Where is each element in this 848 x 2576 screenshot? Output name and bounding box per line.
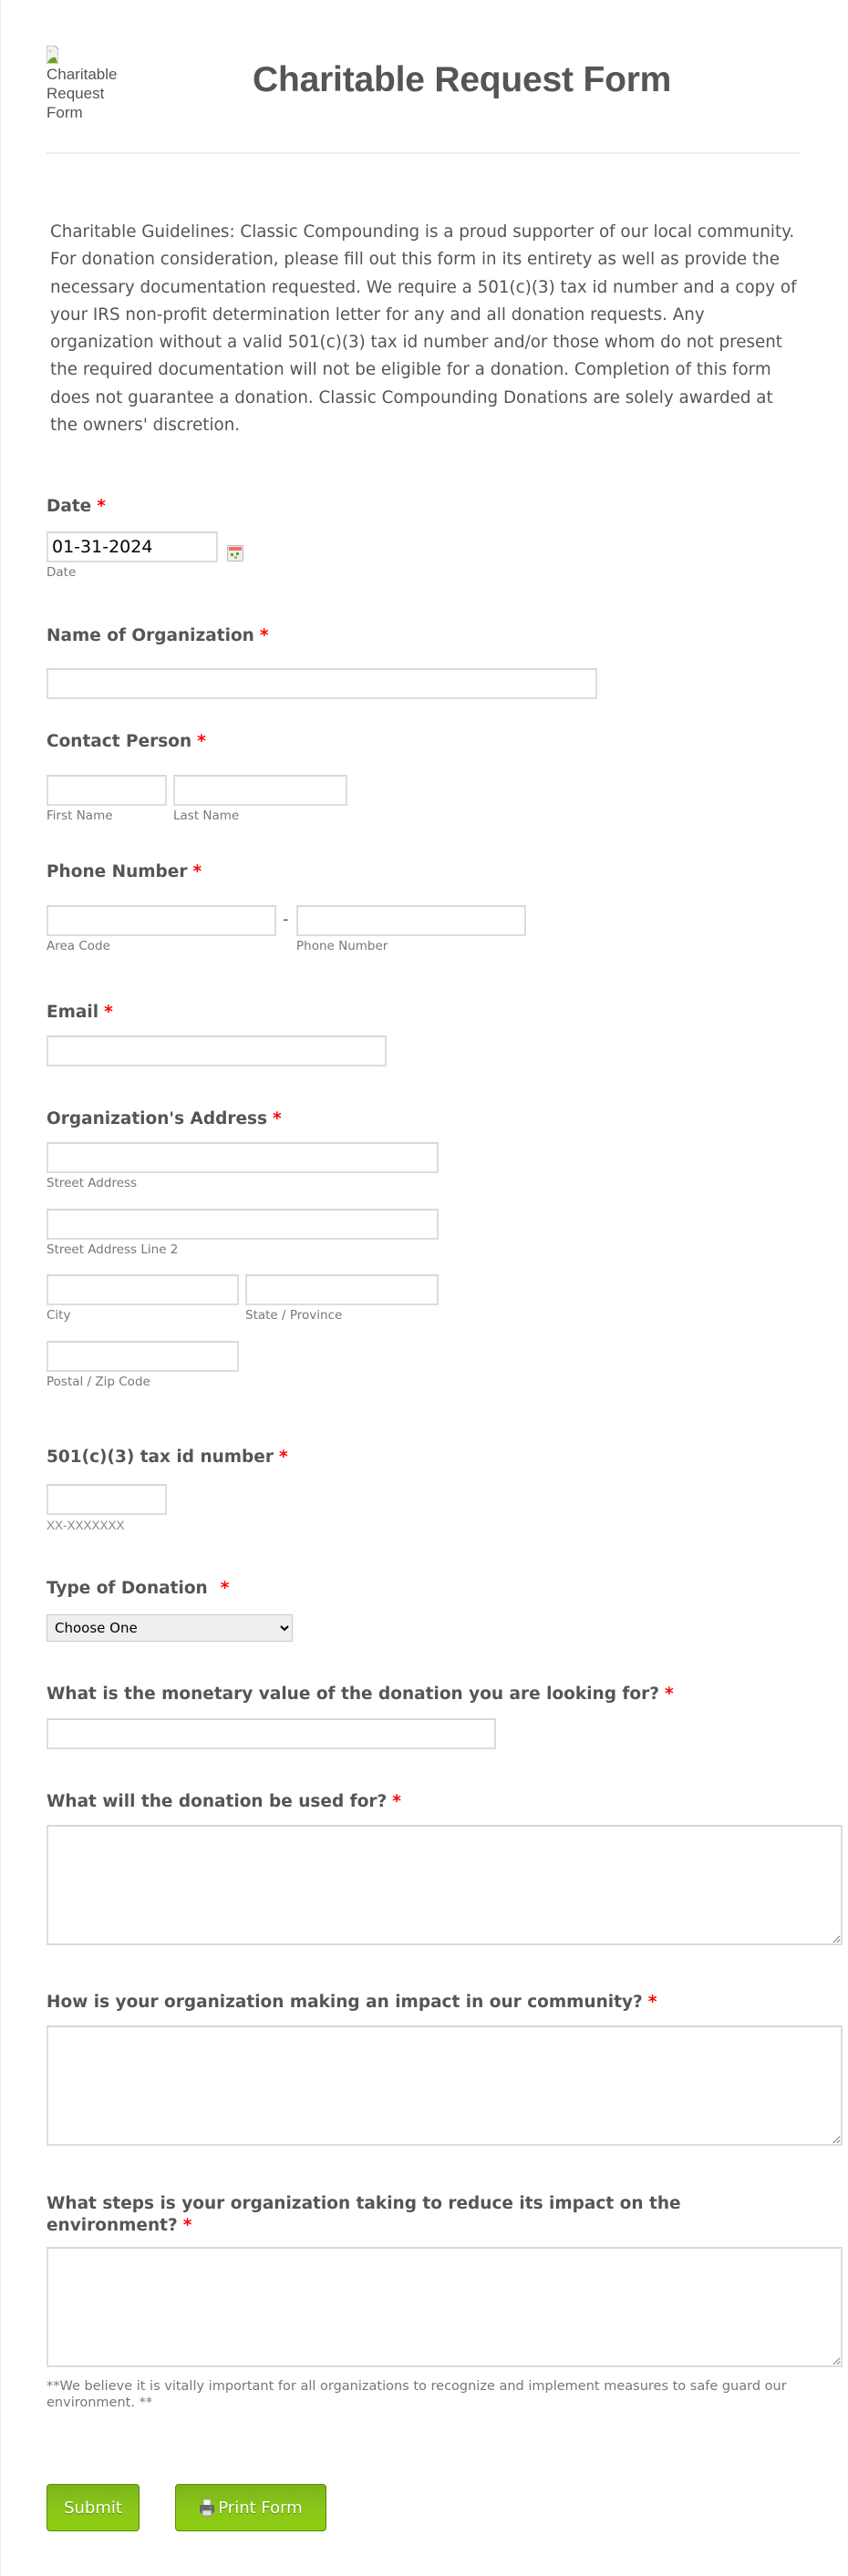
email-label: [47, 1003, 113, 1022]
required-asterisk: *: [647, 1993, 657, 2012]
area-code-sublabel: Area Code: [47, 939, 110, 953]
environment-textarea[interactable]: [47, 2247, 843, 2367]
community-impact-textarea[interactable]: [47, 2025, 843, 2146]
area-code-input[interactable]: [47, 905, 276, 936]
donation-type-label: [47, 1579, 229, 1598]
date-label: [47, 497, 106, 516]
environment-label: [47, 2193, 739, 2237]
state-province-sublabel: State / Province: [245, 1308, 343, 1323]
guidelines-text: Charitable Guidelines: Classic Compounding is a proud supporter of our local community. For donation consideration, please fill out this form in its entirety as well as provide the necessary documentation requested. We require a 501(c)(3) tax id number and a copy of your IRS non-profit determination letter for any and all donation requests. Any organization without a valid 501(c)(3) tax id number and/or those whom do not present the required documentation will not be eligible for a donation. Completion of this form does not guarantee a donation. Classic Compounding Donations are solely awarded at the owners' discretion.: [50, 222, 797, 436]
last-name-sublabel: Last Name: [173, 809, 240, 823]
monetary-value-input[interactable]: [47, 1718, 496, 1749]
street-address-line2-sublabel: Street Address Line 2: [47, 1242, 179, 1257]
phone-number-label-text: Phone Number: [47, 862, 188, 881]
city-input[interactable]: [47, 1274, 239, 1305]
required-asterisk: *: [273, 1109, 282, 1128]
tax-id-input[interactable]: [47, 1484, 167, 1515]
header-divider: [47, 152, 800, 154]
tax-id-label: [47, 1448, 288, 1467]
print-form-label: Print Form: [218, 2498, 303, 2518]
required-asterisk: *: [192, 862, 202, 881]
date-input[interactable]: [47, 531, 218, 562]
organization-label-text: Name of Organization: [47, 626, 254, 645]
phone-number-sublabel: Phone Number: [296, 939, 388, 953]
first-name-input[interactable]: [47, 775, 167, 806]
required-asterisk: *: [104, 1003, 113, 1022]
page-title: Charitable Request Form: [253, 60, 672, 99]
donation-type-label-text: Type of Donation: [47, 1579, 208, 1598]
phone-number-input[interactable]: [296, 905, 526, 936]
date-label-text: Date: [47, 497, 92, 516]
required-asterisk: *: [97, 497, 106, 516]
street-address-line2-input[interactable]: [47, 1209, 439, 1240]
community-impact-label: [47, 1993, 657, 2012]
required-asterisk: *: [220, 1579, 230, 1598]
required-asterisk: *: [259, 626, 269, 645]
city-sublabel: City: [47, 1308, 71, 1323]
first-name-sublabel: First Name: [47, 809, 113, 823]
postal-zip-input[interactable]: [47, 1341, 239, 1372]
monetary-value-label-text: What is the monetary value of the donation you are looking for?: [47, 1685, 659, 1704]
email-input[interactable]: [47, 1036, 387, 1066]
required-asterisk: *: [278, 1448, 288, 1467]
organization-label: [47, 626, 269, 645]
tax-id-label-text: 501(c)(3) tax id number: [47, 1448, 274, 1467]
street-address-input[interactable]: [47, 1142, 439, 1173]
required-asterisk: *: [182, 2216, 192, 2235]
required-asterisk: *: [197, 732, 206, 751]
print-form-button[interactable]: [175, 2484, 326, 2531]
logo: [47, 46, 138, 122]
address-label-text: Organization's Address: [47, 1109, 268, 1128]
broken-image-icon: [47, 46, 58, 64]
contact-person-label: [47, 732, 206, 751]
street-address-sublabel: Street Address: [47, 1176, 138, 1190]
date-sublabel: Date: [47, 565, 77, 580]
tax-id-format-hint: XX-XXXXXXX: [47, 1519, 125, 1532]
required-asterisk: *: [392, 1792, 401, 1811]
required-asterisk: *: [665, 1685, 674, 1704]
state-province-input[interactable]: [245, 1274, 439, 1305]
organization-name-input[interactable]: [47, 668, 597, 699]
address-label: [47, 1109, 282, 1128]
last-name-input[interactable]: [173, 775, 347, 806]
environment-note: **We believe it is vitally important for all organizations to recognize and implement measures to safe guard our environment. **: [47, 2379, 787, 2410]
postal-zip-sublabel: Postal / Zip Code: [47, 1375, 150, 1389]
printer-icon: [199, 2499, 215, 2517]
email-label-text: Email: [47, 1003, 99, 1022]
environment-label-text: What steps is your organization taking to reduce its impact on the environment?: [47, 2194, 681, 2235]
donation-use-label-text: What will the donation be used for?: [47, 1792, 388, 1811]
donation-use-label: [47, 1792, 401, 1811]
submit-button[interactable]: Submit: [47, 2484, 140, 2531]
logo-alt-text: Charitable Request Form: [47, 66, 118, 121]
phone-separator: -: [283, 910, 289, 929]
donation-type-select[interactable]: [47, 1614, 293, 1642]
calendar-icon[interactable]: [227, 545, 243, 562]
contact-person-label-text: Contact Person: [47, 732, 192, 751]
monetary-value-label: [47, 1685, 674, 1704]
donation-use-textarea[interactable]: [47, 1825, 843, 1945]
phone-number-label: [47, 862, 202, 881]
community-impact-label-text: How is your organization making an impact in our community?: [47, 1993, 643, 2012]
